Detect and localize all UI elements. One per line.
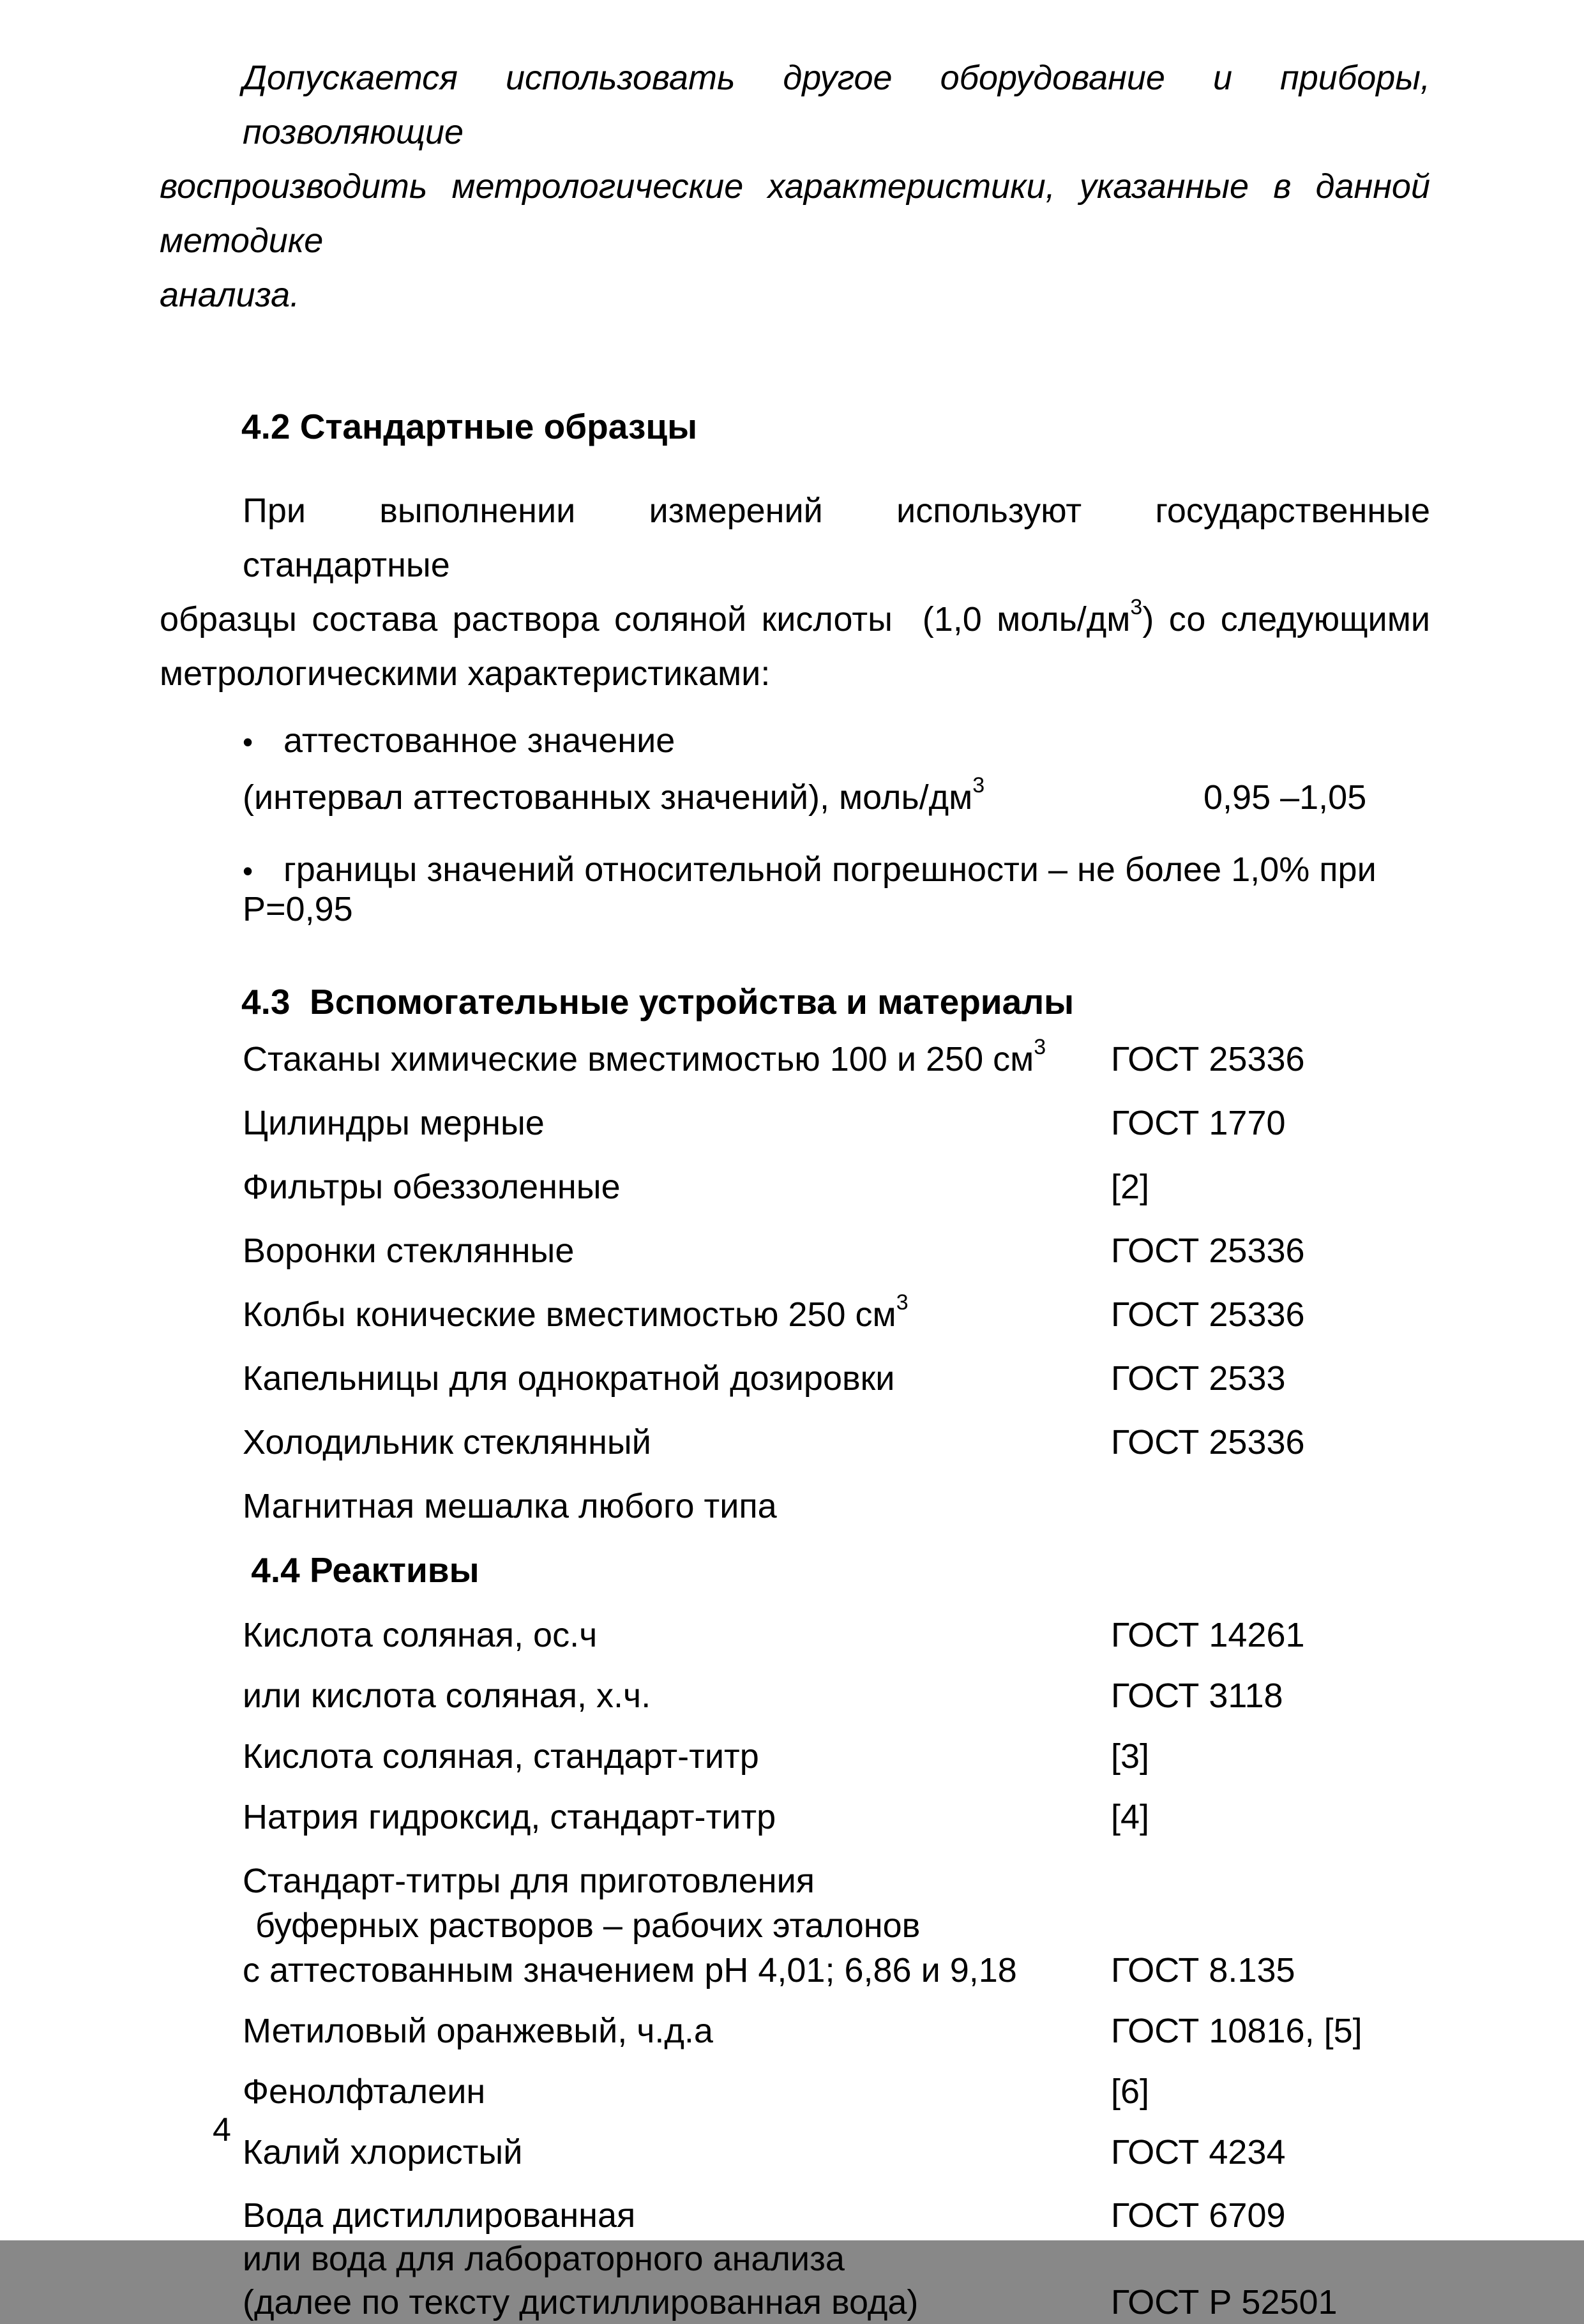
group-line xyxy=(160,1903,1430,1948)
interval-value: 0,95 –1,05 xyxy=(1203,778,1367,817)
item-value: ГОСТ 25336 xyxy=(1111,1232,1305,1270)
table-row xyxy=(160,2133,1430,2171)
intro-paragraph xyxy=(160,51,1440,322)
table-row xyxy=(160,1737,1430,1776)
table-row xyxy=(160,1290,1430,1334)
item-name: Капельницы для однократной дозировки xyxy=(243,1359,895,1398)
item-value: ГОСТ 25336 xyxy=(1111,1295,1305,1334)
table-row xyxy=(160,1616,1430,1654)
table-row xyxy=(160,1035,1430,1078)
section-4-2-heading: 4.2 Стандартные образцы xyxy=(241,407,698,446)
bullet-icon: • xyxy=(243,854,253,887)
item-value: ГОСТ 10816, [5] xyxy=(1111,2012,1362,2050)
table-row xyxy=(160,2012,1430,2050)
item-value: ГОСТ 25336 xyxy=(1111,1423,1305,1461)
table-row xyxy=(160,1487,1430,1525)
paragraph-line: метрологическими характеристиками: xyxy=(160,654,771,693)
item-name: или кислота соляная, х.ч. xyxy=(243,1677,651,1715)
bullet-item-error-limits xyxy=(160,850,1430,928)
superscript: 3 xyxy=(1130,595,1143,619)
group-line xyxy=(160,1859,1430,1903)
superscript: 3 xyxy=(896,1290,909,1315)
item-name: (далее по тексту дистиллированная вода) xyxy=(243,2283,919,2321)
section-4-3-heading: 4.3 Вспомогательные устройства и материалы xyxy=(241,982,1075,1022)
group-line xyxy=(160,2281,1430,2324)
superscript: 3 xyxy=(972,773,985,797)
item-name: Кислота соляная, стандарт-титр xyxy=(243,1737,759,1776)
item-value: [3] xyxy=(1111,1737,1150,1776)
table-row xyxy=(160,1359,1430,1398)
bullet-text: границы значений относительной погрешности – не более 1,0% при Р=0,95 xyxy=(243,850,1386,928)
item-value: ГОСТ 2533 xyxy=(1111,1359,1286,1398)
section-4-4-heading: 4.4 Реактивы xyxy=(241,1550,479,1590)
item-name: Кислота соляная, ос.ч xyxy=(243,1616,598,1654)
table-row xyxy=(160,1168,1430,1206)
bullet-item-attested-value xyxy=(160,721,1430,761)
intro-line: анализа. xyxy=(160,276,300,314)
item-name: Метиловый оранжевый, ч.д.а xyxy=(243,2012,713,2050)
interval-label: (интервал аттестованных значений), моль/дм xyxy=(243,778,973,817)
table-row xyxy=(160,1232,1430,1270)
item-value: ГОСТ 1770 xyxy=(1111,1104,1286,1142)
item-name: Калий хлористый xyxy=(243,2133,523,2171)
item-value: [4] xyxy=(1111,1798,1150,1836)
intro-line: Допускается использовать другое оборудование и приборы, позволяющие xyxy=(243,59,1440,151)
item-name: Колбы конические вместимостью 250 $см^3$ xyxy=(243,1290,909,1334)
item-name: Вода дистиллированная xyxy=(243,2196,636,2235)
item-value: ГОСТ 4234 xyxy=(1111,2133,1286,2171)
paragraph-line: образцы состава раствора соляной кислоты (1,0 моль/$дм^3$) со следующими xyxy=(160,595,1431,638)
paragraph-line: При выполнении измерений используют государственные стандартные xyxy=(243,492,1450,584)
item-name: Стандарт-титры для приготовления xyxy=(243,1862,815,1900)
item-value: ГОСТ 3118 xyxy=(1111,1677,1283,1715)
item-name: Стаканы химические вместимостью 100 и 250 $см^3$ xyxy=(243,1035,1046,1078)
devices-materials-list xyxy=(160,1035,1430,1525)
table-row xyxy=(160,1798,1430,1836)
item-value: ГОСТ 8.135 xyxy=(1111,1951,1295,1989)
item-name: Магнитная мешалка любого типа xyxy=(243,1487,777,1525)
item-value: [6] xyxy=(1111,2072,1150,2111)
table-row xyxy=(160,1104,1430,1142)
table-row xyxy=(160,1423,1430,1461)
page-number: 4 xyxy=(213,2111,231,2148)
table-row xyxy=(160,2072,1430,2111)
bullet-icon: • xyxy=(243,725,253,758)
group-line xyxy=(160,2194,1430,2237)
section-4-2-paragraph xyxy=(160,484,1450,701)
table-row-group-standard-titres xyxy=(160,1859,1430,1993)
group-line xyxy=(160,2237,1430,2281)
item-name: Натрия гидроксид, стандарт-титр xyxy=(243,1798,776,1836)
intro-line: воспроизводить метрологические характеристики, указанные в данной методике xyxy=(160,167,1440,260)
table-row-group-water xyxy=(160,2194,1430,2324)
item-name: Воронки стеклянные xyxy=(243,1232,575,1270)
bullet-text: аттестованное значение xyxy=(283,721,675,760)
item-name: с аттестованным значением рН 4,01; 6,86 и 9,18 xyxy=(243,1951,1017,1989)
reagents-list xyxy=(160,1616,1430,2324)
attested-interval-row xyxy=(160,774,1430,822)
item-name: буферных растворов – рабочих эталонов xyxy=(255,1906,921,1945)
superscript: 3 xyxy=(1034,1035,1046,1059)
item-value: ГОСТ 6709 xyxy=(1111,2196,1286,2235)
item-value: [2] xyxy=(1111,1168,1150,1206)
item-name: Фильтры обеззоленные xyxy=(243,1168,621,1206)
item-name: или вода для лабораторного анализа xyxy=(243,2240,845,2278)
item-name: Холодильник стеклянный xyxy=(243,1423,651,1461)
item-name: Фенолфталеин xyxy=(243,2072,486,2111)
item-value: ГОСТ 25336 xyxy=(1111,1040,1305,1078)
table-row xyxy=(160,1677,1430,1715)
item-value: ГОСТ Р 52501 xyxy=(1111,2283,1338,2321)
group-line xyxy=(160,1948,1430,1993)
item-value: ГОСТ 14261 xyxy=(1111,1616,1305,1654)
item-name: Цилиндры мерные xyxy=(243,1104,545,1142)
